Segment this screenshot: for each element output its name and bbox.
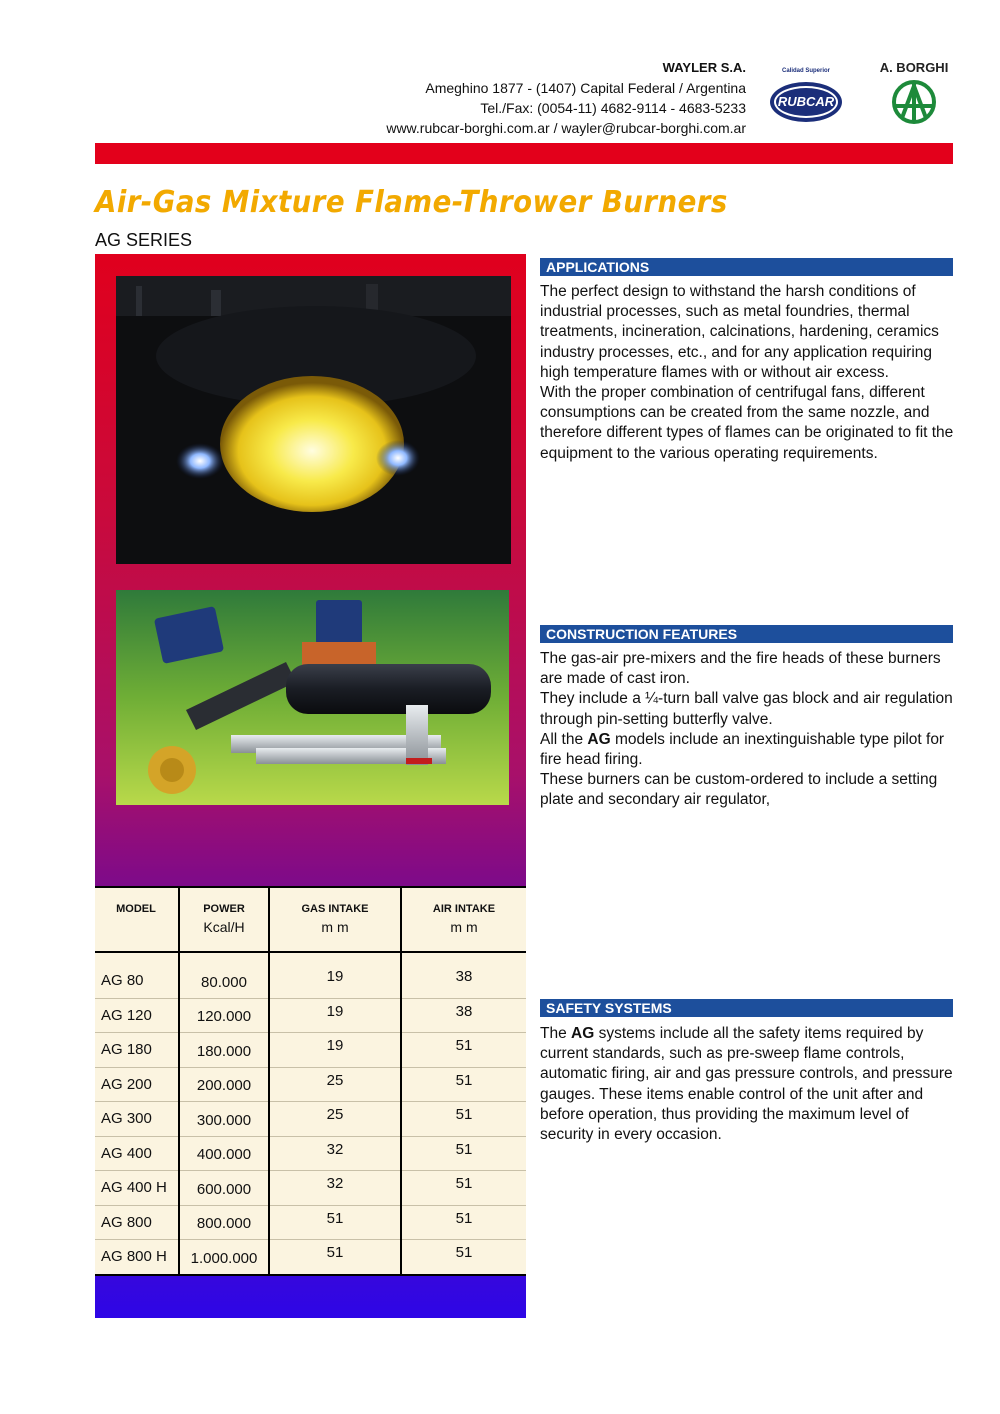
- gas-intake-cell: 32: [269, 1136, 401, 1171]
- gas-intake-cell: 32: [269, 1171, 401, 1206]
- safety-heading: SAFETY SYSTEMS: [540, 999, 953, 1017]
- air-intake-cell: 51: [401, 1171, 526, 1206]
- rubcar-logo: [768, 62, 844, 128]
- borghi-logo: [872, 58, 956, 130]
- header-air-intake: AIR INTAKE m m: [401, 887, 526, 952]
- model-cell: AG 800: [95, 1205, 179, 1240]
- applications-text: [540, 282, 954, 464]
- air-intake-cell: 51: [401, 1240, 526, 1275]
- table-header-row: [95, 887, 526, 952]
- rubcar-top-text: Calidad Superior: [781, 68, 831, 74]
- applications-paragraph-1: The perfect design to withstand the harsh conditions of industrial processes, such as metal foundries, thermal treatments, incineration, calcinations, hardening, ceramics industry processes, etc., and for any application requiring high temperature flames with or without air excess.: [540, 283, 939, 381]
- table-row: [95, 1033, 526, 1068]
- rubcar-name-text: RUBCAR: [777, 94, 835, 109]
- power-cell: 200.000: [179, 1067, 269, 1102]
- model-cell: AG 400 H: [95, 1171, 179, 1206]
- model-cell: AG 180: [95, 1033, 179, 1068]
- air-intake-cell: 38: [401, 998, 526, 1033]
- gas-intake-cell: 51: [269, 1240, 401, 1275]
- table-row: [95, 1205, 526, 1240]
- safety-text: [540, 1024, 954, 1145]
- table-row: [95, 1240, 526, 1275]
- table-row: [95, 1067, 526, 1102]
- construction-paragraph-2: They include a ¼-turn ball valve gas block and air regulation through pin-setting butterfly valve.: [540, 690, 953, 728]
- model-cell: AG 120: [95, 998, 179, 1033]
- air-intake-cell: 51: [401, 1102, 526, 1137]
- power-cell: 300.000: [179, 1102, 269, 1137]
- company-phone: Tel./Fax: (0054-11) 4682-9114 - 4683-5233: [480, 100, 746, 116]
- gas-intake-cell: 19: [269, 998, 401, 1033]
- power-cell: 400.000: [179, 1136, 269, 1171]
- air-intake-cell: 51: [401, 1067, 526, 1102]
- air-intake-cell: 38: [401, 964, 526, 998]
- model-cell: AG 400: [95, 1136, 179, 1171]
- gas-intake-cell: 25: [269, 1102, 401, 1137]
- models-table: [95, 886, 526, 1276]
- applications-heading: APPLICATIONS: [540, 258, 953, 276]
- company-info: [386, 58, 746, 138]
- gas-intake-cell: 19: [269, 964, 401, 998]
- safety-paragraph-1: The AG systems include all the safety items required by current standards, such as pre-sweep flame controls, automatic firing, air and gas pressure controls, and pressure gauges. These items enable control of the unit after and before operation, thus providing the maximum level of security in every occasion.: [540, 1025, 953, 1144]
- table-row: [95, 964, 526, 998]
- table-row: [95, 1102, 526, 1137]
- power-cell: 80.000: [179, 964, 269, 998]
- header-red-bar: [95, 143, 953, 164]
- construction-paragraph-1: The gas-air pre-mixers and the fire heads of these burners are made of cast iron.: [540, 650, 941, 688]
- model-cell: AG 200: [95, 1067, 179, 1102]
- company-address: Ameghino 1877 - (1407) Capital Federal / Argentina: [425, 80, 746, 96]
- furnace-photo: [116, 276, 511, 564]
- table-row: [95, 1171, 526, 1206]
- header-model: MODEL: [95, 887, 179, 952]
- model-cell: AG 80: [95, 964, 179, 998]
- gas-intake-cell: 19: [269, 1033, 401, 1068]
- air-intake-cell: 51: [401, 1136, 526, 1171]
- model-cell: AG 800 H: [95, 1240, 179, 1275]
- burner-photo: [116, 590, 509, 805]
- page-title: Air-Gas Mixture Flame-Thrower Burners: [95, 185, 728, 220]
- gas-intake-cell: 25: [269, 1067, 401, 1102]
- construction-heading: CONSTRUCTION FEATURES: [540, 625, 953, 643]
- header-gas-intake: GAS INTAKE m m: [269, 887, 401, 952]
- model-cell: AG 300: [95, 1102, 179, 1137]
- applications-paragraph-2: With the proper combination of centrifugal fans, different consumptions can be created from the same nozzle, and therefore different types of flames can be originated to fit the equipment to the various operating requirements.: [540, 384, 954, 462]
- company-web: www.rubcar-borghi.com.ar / wayler@rubcar-borghi.com.ar: [386, 120, 746, 136]
- header-power: POWER Kcal/H: [179, 887, 269, 952]
- air-intake-cell: 51: [401, 1205, 526, 1240]
- company-name: WAYLER S.A.: [662, 60, 746, 75]
- power-cell: 600.000: [179, 1171, 269, 1206]
- power-cell: 180.000: [179, 1033, 269, 1068]
- borghi-name-text: A. BORGHI: [879, 60, 949, 75]
- construction-paragraph-3: All the AG models include an inextinguishable type pilot for fire head firing.: [540, 730, 945, 769]
- table-row: [95, 998, 526, 1033]
- series-label: AG SERIES: [95, 230, 193, 250]
- power-cell: 800.000: [179, 1205, 269, 1240]
- gas-intake-cell: 51: [269, 1205, 401, 1240]
- power-cell: 120.000: [179, 998, 269, 1033]
- construction-paragraph-4: These burners can be custom-ordered to include a setting plate and secondary air regulator,: [540, 771, 938, 809]
- air-intake-cell: 51: [401, 1033, 526, 1068]
- construction-text: [540, 649, 954, 811]
- power-cell: 1.000.000: [179, 1240, 269, 1275]
- table-row: [95, 1136, 526, 1171]
